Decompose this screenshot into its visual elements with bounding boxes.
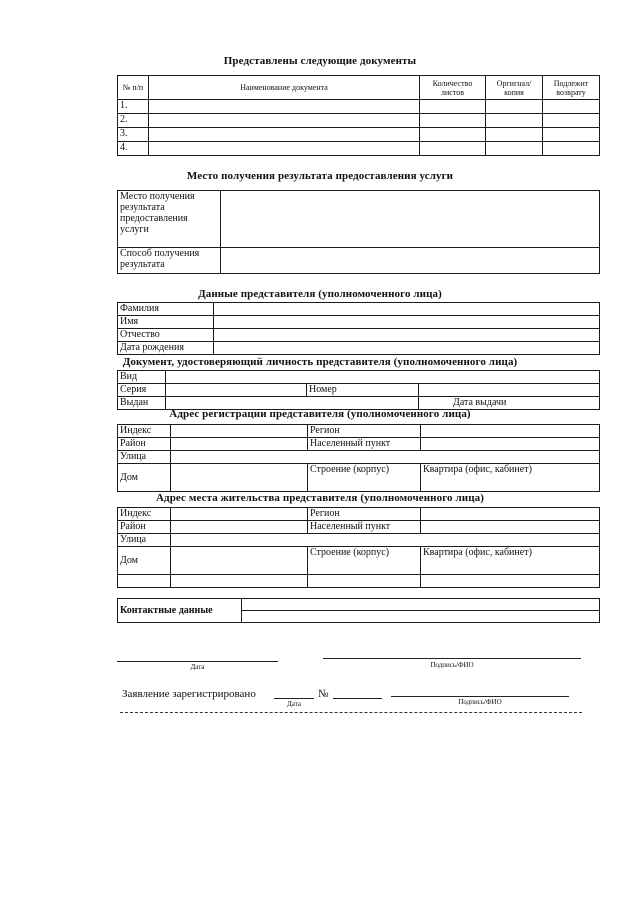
date-line[interactable] [117, 661, 278, 662]
row-number: 2. [118, 114, 149, 128]
original-copy-cell[interactable] [486, 142, 543, 156]
signature-line[interactable] [323, 658, 581, 659]
res-street-label: Улица [118, 534, 171, 547]
registration-number-line[interactable] [333, 698, 382, 699]
documents-heading: Представлены следующие документы [223, 55, 417, 67]
number-field[interactable] [419, 384, 600, 397]
sheet-count-cell[interactable] [420, 114, 486, 128]
return-cell[interactable] [543, 128, 600, 142]
reg-index-field[interactable] [171, 425, 308, 438]
contacts-field[interactable] [242, 599, 600, 611]
issue-date-label: Дата выдачи [419, 397, 600, 410]
first-name-label: Имя [118, 316, 214, 329]
result-method-label: Способ получения результата [118, 248, 221, 274]
res-address-table [117, 507, 600, 588]
col-header-sheet-count: Количество листов [420, 76, 486, 100]
doc-name-cell[interactable] [149, 142, 420, 156]
res-index-field[interactable] [171, 508, 308, 521]
col-header-doc-name: Наименование документа [149, 76, 420, 100]
res-extra-cell[interactable] [308, 575, 421, 588]
reg-locality-label: Населенный пункт [308, 438, 421, 451]
res-address-heading: Адрес места жительства представителя (уполномоченного лица) [156, 492, 484, 504]
signature-caption: Подпись/ФИО [430, 661, 474, 669]
original-copy-cell[interactable] [486, 128, 543, 142]
registration-date-line[interactable] [274, 698, 314, 699]
table-row [118, 142, 600, 156]
doc-type-label: Вид [118, 371, 166, 384]
col-header-number: № п/п [118, 76, 149, 100]
date-caption: Дата [190, 663, 205, 671]
res-extra-cell[interactable] [118, 575, 171, 588]
doc-name-cell[interactable] [149, 128, 420, 142]
result-heading: Место получения результата предоставления услуги [186, 170, 454, 182]
res-locality-label: Населенный пункт [308, 521, 421, 534]
registration-signature-line[interactable] [391, 696, 569, 697]
original-copy-cell[interactable] [486, 114, 543, 128]
reg-index-label: Индекс [118, 425, 171, 438]
res-street-field[interactable] [171, 534, 600, 547]
reg-address-heading: Адрес регистрации представителя (уполномоченного лица) [169, 408, 471, 420]
number-label: Номер [307, 384, 419, 397]
registration-signature-caption: Подпись/ФИО [458, 698, 502, 706]
issued-by-label: Выдан [118, 397, 166, 410]
sheet-count-cell[interactable] [420, 128, 486, 142]
col-header-original-copy: Оргигнал/ копия [486, 76, 543, 100]
return-cell[interactable] [543, 142, 600, 156]
res-house-label: Дом [118, 547, 171, 575]
reg-house-label: Дом [118, 464, 171, 492]
contacts-label: Контактные данные [118, 599, 242, 623]
birth-date-label: Дата рождения [118, 342, 214, 355]
surname-field[interactable] [214, 303, 600, 316]
return-cell[interactable] [543, 100, 600, 114]
reg-street-field[interactable] [171, 451, 600, 464]
series-label: Серия [118, 384, 166, 397]
result-place-field[interactable] [221, 191, 600, 248]
table-row [118, 100, 600, 114]
birth-date-field[interactable] [214, 342, 600, 355]
res-extra-cell[interactable] [171, 575, 308, 588]
res-district-label: Район [118, 521, 171, 534]
first-name-field[interactable] [214, 316, 600, 329]
representative-heading: Данные представителя (уполномоченного лица) [198, 288, 442, 300]
res-apartment-label: Квартира (офис, кабинет) [421, 547, 600, 575]
registration-date-caption: Дата [287, 700, 301, 708]
res-extra-cell[interactable] [421, 575, 600, 588]
contacts-table [117, 598, 600, 623]
number-sign: № [318, 688, 329, 700]
sheet-count-cell[interactable] [420, 142, 486, 156]
result-method-field[interactable] [221, 248, 600, 274]
res-region-field[interactable] [421, 508, 600, 521]
reg-region-field[interactable] [421, 425, 600, 438]
row-number: 3. [118, 128, 149, 142]
table-row [118, 128, 600, 142]
res-house-field[interactable] [171, 547, 308, 575]
row-number: 1. [118, 100, 149, 114]
reg-region-label: Регион [308, 425, 421, 438]
sheet-count-cell[interactable] [420, 100, 486, 114]
return-cell[interactable] [543, 114, 600, 128]
result-place-label: Место получения результата предоставления услуги [118, 191, 221, 248]
documents-table [117, 75, 600, 156]
series-field[interactable] [166, 384, 307, 397]
doc-name-cell[interactable] [149, 114, 420, 128]
doc-name-cell[interactable] [149, 100, 420, 114]
res-region-label: Регион [308, 508, 421, 521]
original-copy-cell[interactable] [486, 100, 543, 114]
reg-district-label: Район [118, 438, 171, 451]
reg-building-label: Строение (корпус) [308, 464, 421, 492]
row-number: 4. [118, 142, 149, 156]
dashed-separator [120, 712, 582, 713]
res-district-field[interactable] [171, 521, 308, 534]
result-table [117, 190, 600, 274]
col-header-return: Подлежит возврату [543, 76, 600, 100]
registration-text: Заявление зарегистрировано [122, 688, 256, 700]
reg-district-field[interactable] [171, 438, 308, 451]
representative-table [117, 302, 600, 355]
reg-street-label: Улица [118, 451, 171, 464]
patronymic-label: Отчество [118, 329, 214, 342]
reg-house-field[interactable] [171, 464, 308, 492]
res-locality-field[interactable] [421, 521, 600, 534]
contacts-field[interactable] [242, 611, 600, 623]
reg-locality-field[interactable] [421, 438, 600, 451]
reg-apartment-label: Квартира (офис, кабинет) [421, 464, 600, 492]
res-building-label: Строение (корпус) [308, 547, 421, 575]
patronymic-field[interactable] [214, 329, 600, 342]
id-document-heading: Документ, удостоверяющий личность представителя (уполномоченного лица) [122, 356, 518, 368]
reg-address-table [117, 424, 600, 492]
res-index-label: Индекс [118, 508, 171, 521]
surname-label: Фамилия [118, 303, 214, 316]
id-document-table [117, 370, 600, 410]
doc-type-field[interactable] [166, 371, 600, 384]
table-row [118, 114, 600, 128]
